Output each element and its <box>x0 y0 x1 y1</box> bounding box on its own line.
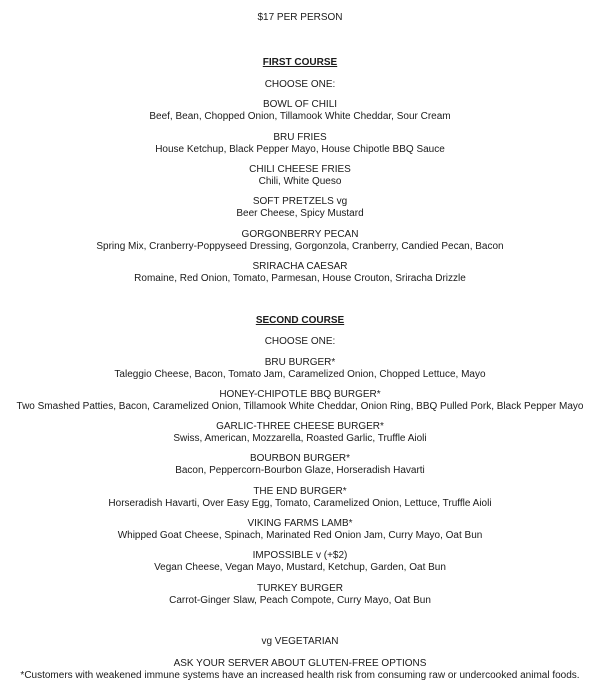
item-description: Spring Mix, Cranberry-Poppyseed Dressing, Gorgonzola, Cranberry, Candied Pecan, Bacon <box>96 241 504 252</box>
item-name: IMPOSSIBLE v (+$2) <box>252 550 348 561</box>
item-name: SOFT PRETZELS vg <box>252 196 348 207</box>
item-name: CHILI CHEESE FRIES <box>249 164 351 175</box>
item-name: SRIRACHA CAESAR <box>252 261 348 272</box>
first-course-title: FIRST COURSE <box>262 57 338 68</box>
item-name: THE END BURGER* <box>253 486 347 497</box>
item-description: Swiss, American, Mozzarella, Roasted Garlic, Truffle Aioli <box>173 433 427 444</box>
menu-item <box>0 99 600 123</box>
menu-item <box>0 164 600 188</box>
second-course-choose: CHOOSE ONE: <box>264 336 336 347</box>
item-name: HONEY-CHIPOTLE BBQ BURGER* <box>219 389 381 400</box>
menu-item <box>0 132 600 156</box>
item-description: Vegan Cheese, Vegan Mayo, Mustard, Ketchup, Garden, Oat Bun <box>154 562 446 573</box>
menu-item <box>0 357 600 381</box>
item-description: Chili, White Queso <box>258 176 342 187</box>
item-description: Two Smashed Patties, Bacon, Caramelized Onion, Tillamook White Cheddar, Onion Ring, BBQ Pulled Pork, Black Pepper Mayo <box>16 401 584 412</box>
menu-item <box>0 453 600 477</box>
menu-item <box>0 389 600 413</box>
item-name: BOWL OF CHILI <box>262 99 338 110</box>
item-description: Whipped Goat Cheese, Spinach, Marinated Red Onion Jam, Curry Mayo, Oat Bun <box>117 530 483 541</box>
item-name: BRU BURGER* <box>264 357 336 368</box>
first-course-choose: CHOOSE ONE: <box>264 79 336 90</box>
item-description: Romaine, Red Onion, Tomato, Parmesan, House Crouton, Sriracha Drizzle <box>134 273 466 284</box>
item-name: BOURBON BURGER* <box>249 453 350 464</box>
item-description: Beef, Bean, Chopped Onion, Tillamook White Cheddar, Sour Cream <box>149 111 451 122</box>
second-course-title: SECOND COURSE <box>255 315 345 326</box>
vegetarian-legend: vg VEGETARIAN <box>261 636 339 647</box>
item-description: House Ketchup, Black Pepper Mayo, House Chipotle BBQ Sauce <box>155 144 445 155</box>
item-name: TURKEY BURGER <box>257 583 343 594</box>
item-name: GORGONBERRY PECAN <box>241 229 359 240</box>
item-description: Horseradish Havarti, Over Easy Egg, Tomato, Caramelized Onion, Lettuce, Truffle Aioli <box>108 498 492 509</box>
menu-item <box>0 583 600 607</box>
menu-item <box>0 550 600 574</box>
item-name: GARLIC-THREE CHEESE BURGER* <box>216 421 384 432</box>
menu-item <box>0 518 600 542</box>
menu-item <box>0 421 600 445</box>
gluten-free-note: ASK YOUR SERVER ABOUT GLUTEN-FREE OPTIONS <box>173 658 427 669</box>
menu-item <box>0 486 600 510</box>
item-name: BRU FRIES <box>273 132 327 143</box>
item-description: Taleggio Cheese, Bacon, Tomato Jam, Caramelized Onion, Chopped Lettuce, Mayo <box>114 369 486 380</box>
price-per-person: $17 PER PERSON <box>257 12 343 23</box>
menu-item <box>0 261 600 285</box>
menu-item <box>0 229 600 253</box>
item-name: VIKING FARMS LAMB* <box>247 518 353 529</box>
item-description: Carrot-Ginger Slaw, Peach Compote, Curry Mayo, Oat Bun <box>169 595 431 606</box>
item-description: Beer Cheese, Spicy Mustard <box>236 208 364 219</box>
item-description: Bacon, Peppercorn-Bourbon Glaze, Horseradish Havarti <box>175 465 425 476</box>
menu-item <box>0 196 600 220</box>
health-disclaimer: *Customers with weakened immune systems have an increased health risk from consuming raw or undercooked animal foods. <box>20 670 580 681</box>
